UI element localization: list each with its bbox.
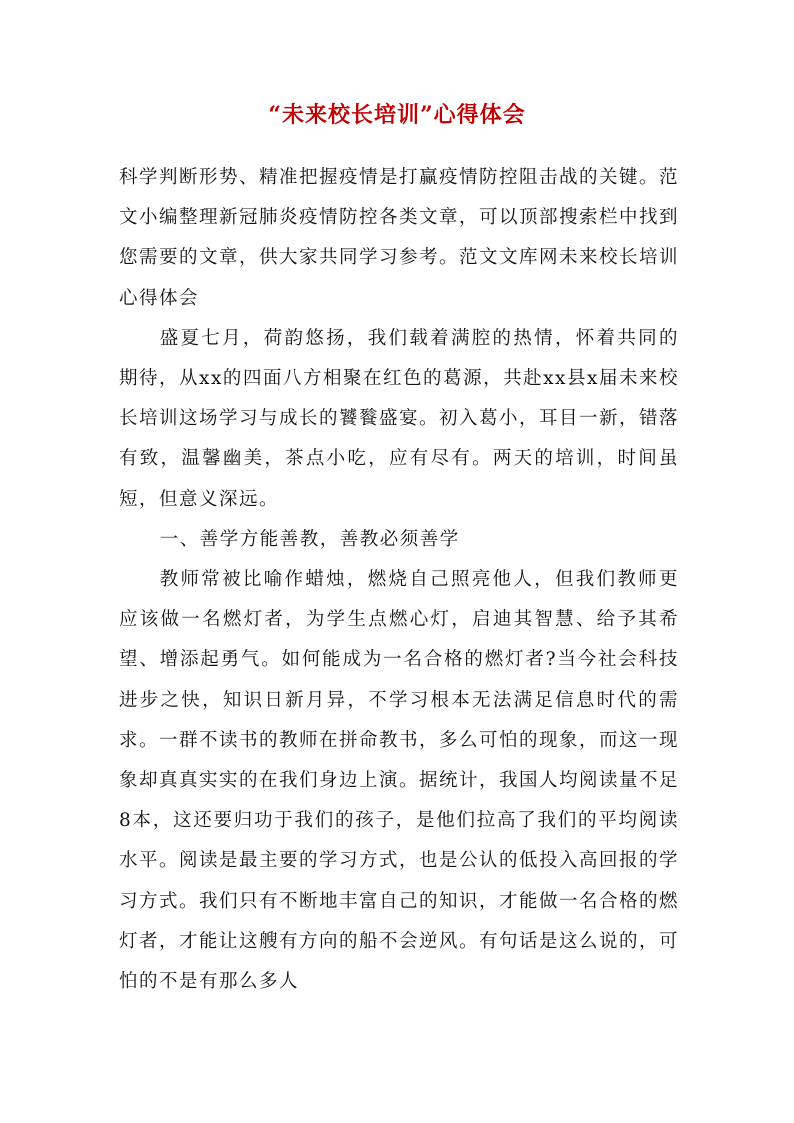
paragraph-teacher: 教师常被比喻作蜡烛，燃烧自己照亮他人，但我们教师更应该做一名燃灯者，为学生点燃心灯，启迪其智慧、给予其希望、增添起勇气。如何能成为一名合格的燃灯者?当今社会科技进步之快，知识日新月异，不学习根本无法满足信息时代的需求。一群不读书的教师在拼命教书，多么可怕的现象，而这一现象却真真实实的在我们身边上演。据统计，我国人均阅读量不足8本，这还要归功于我们的孩子，是他们拉高了我们的平均阅读水平。阅读是最主要的学习方式，也是公认的低投入高回报的学习方式。我们只有不断地丰富自己的知识，才能做一名合格的燃灯者，才能让这艘有方向的船不会逆风。有句话是这么说的，可怕的不是有那么多人	[119, 569, 680, 993]
section-heading: 一、善学方能善教，善教必须善学	[159, 528, 460, 550]
paragraph-summer: 盛夏七月，荷韵悠扬，我们载着满腔的热情，怀着共同的期待，从xx的四面八方相聚在红色的葛源，共赴xx县x届未来校长培训这场学习与成长的饕餮盛宴。初入葛小，耳目一新，错落有致，温馨幽美，茶点小吃，应有尽有。两天的培训，时间虽短，但意义深远。	[119, 327, 680, 510]
paragraph-intro: 科学判断形势、精准把握疫情是打赢疫情防控阻击战的关键。范文小编整理新冠肺炎疫情防控各类文章，可以顶部搜索栏中找到您需要的文章，供大家共同学习参考。范文文库网未来校长培训心得体会	[119, 167, 680, 309]
document-title: “未来校长培训”心得体会	[268, 102, 526, 128]
document-body	[119, 158, 679, 1002]
